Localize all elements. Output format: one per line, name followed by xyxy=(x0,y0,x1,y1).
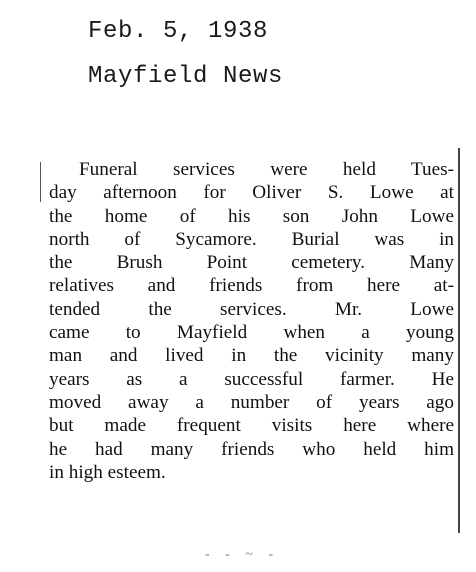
article-line: north of Sycamore. Burial was in xyxy=(49,228,454,250)
newspaper-clipping xyxy=(40,148,460,538)
article-line: man and lived in the vicinity many xyxy=(49,345,454,367)
article-line: day afternoon for Oliver S. Lowe at xyxy=(49,182,454,204)
cut-off-text-fragment: - - ~ - xyxy=(205,547,280,562)
article-line: years as a successful farmer. He xyxy=(49,368,454,390)
article-line: Funeral services were held Tues- xyxy=(79,159,454,180)
article-line: he had many friends who held him xyxy=(49,438,454,460)
clipping-date: Feb. 5, 1938 xyxy=(88,18,269,45)
publication-name: Mayfield News xyxy=(88,63,284,90)
obituary-article xyxy=(49,158,454,484)
clipping-left-edge xyxy=(40,162,41,202)
clipping-right-edge xyxy=(458,148,460,533)
article-line: moved away a number of years ago xyxy=(49,391,454,413)
article-line: the home of his son John Lowe xyxy=(49,205,454,227)
article-line: but made frequent visits here where xyxy=(49,415,454,437)
article-line: in high esteem. xyxy=(49,461,166,483)
article-line: relatives and friends from here at- xyxy=(49,275,454,297)
article-line: tended the services. Mr. Lowe xyxy=(49,298,454,320)
article-line: the Brush Point cemetery. Many xyxy=(49,252,454,274)
article-line: came to Mayfield when a young xyxy=(49,322,454,344)
